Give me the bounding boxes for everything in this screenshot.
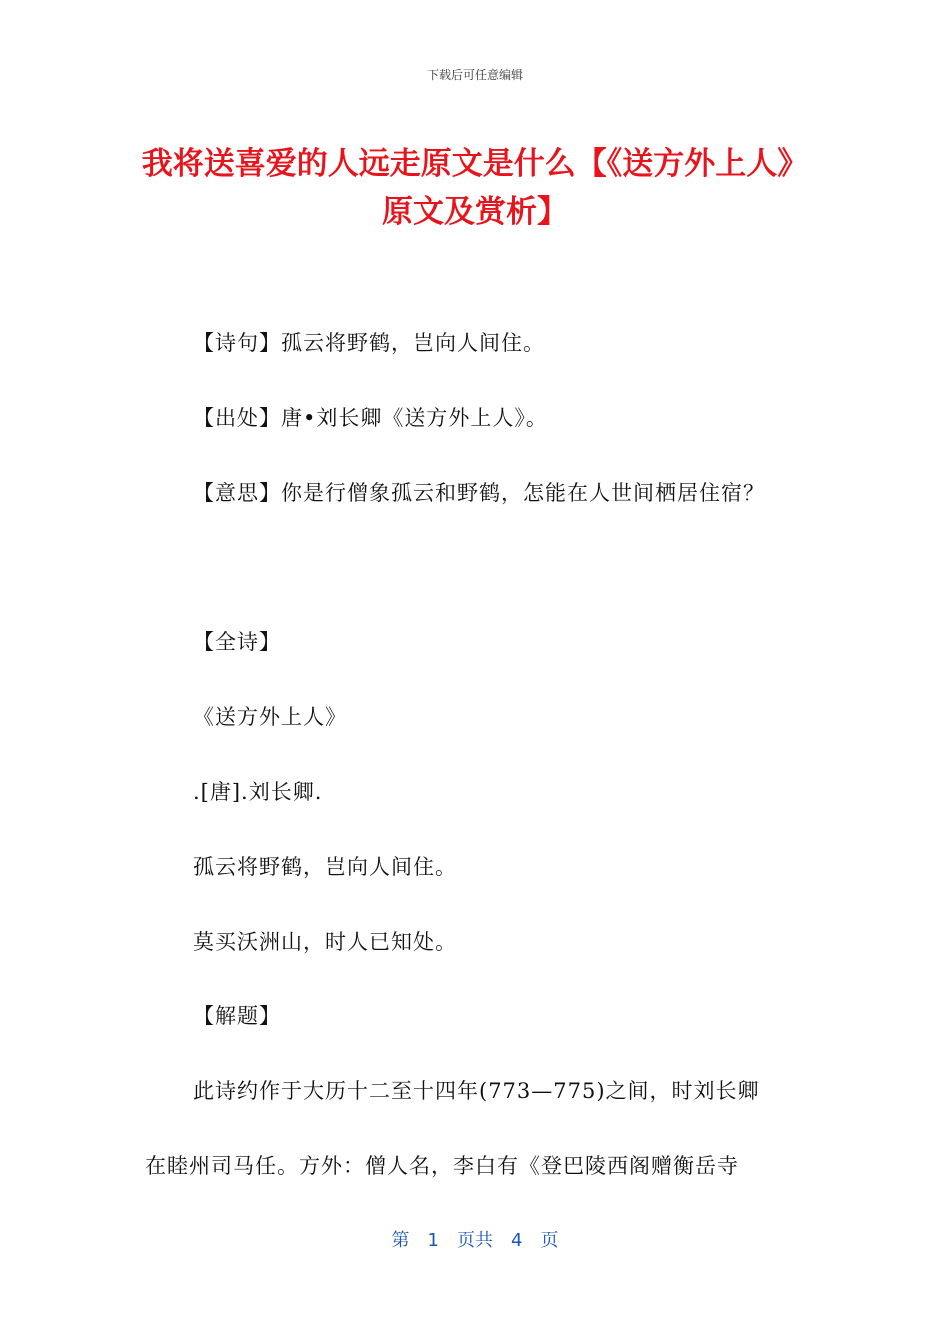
footer-prefix: 第 (391, 1230, 410, 1251)
full-poem-heading: 【全诗】 (193, 630, 281, 654)
meaning-line: 【意思】你是行僧象孤云和野鹤，怎能在人世间栖居住宿？ (193, 481, 765, 505)
explanation-paragraph-line: 在睦州司马任。方外：僧人名，李白有《登巴陵西阁赠衡岳寺 (145, 1154, 739, 1178)
footer-middle: 页共 (457, 1230, 493, 1251)
current-page-number: 1 (427, 1230, 439, 1251)
total-pages-number: 4 (511, 1230, 523, 1251)
source-line: 【出处】唐•刘长卿《送方外上人》。 (193, 406, 548, 430)
poem-line-2: 莫买沃洲山，时人已知处。 (193, 930, 457, 954)
poem-line-1: 孤云将野鹤，岂向人间住。 (193, 855, 457, 879)
explanation-heading: 【解题】 (193, 1004, 281, 1028)
page-footer (0, 1226, 950, 1252)
verse-line: 【诗句】孤云将野鹤，岂向人间住。 (193, 331, 545, 355)
poem-title: 《送方外上人》 (193, 705, 347, 729)
header-note: 下载后可任意编辑 (426, 68, 523, 82)
explanation-paragraph-line: 此诗约作于大历十二至十四年(773—775)之间，时刘长卿 (193, 1079, 760, 1103)
document-title: 我将送喜爱的人远走原文是什么【《送方外上人》原文及赏析】 (141, 146, 809, 230)
poem-author: .[唐].刘长卿. (193, 780, 323, 804)
footer-suffix: 页 (540, 1230, 559, 1251)
